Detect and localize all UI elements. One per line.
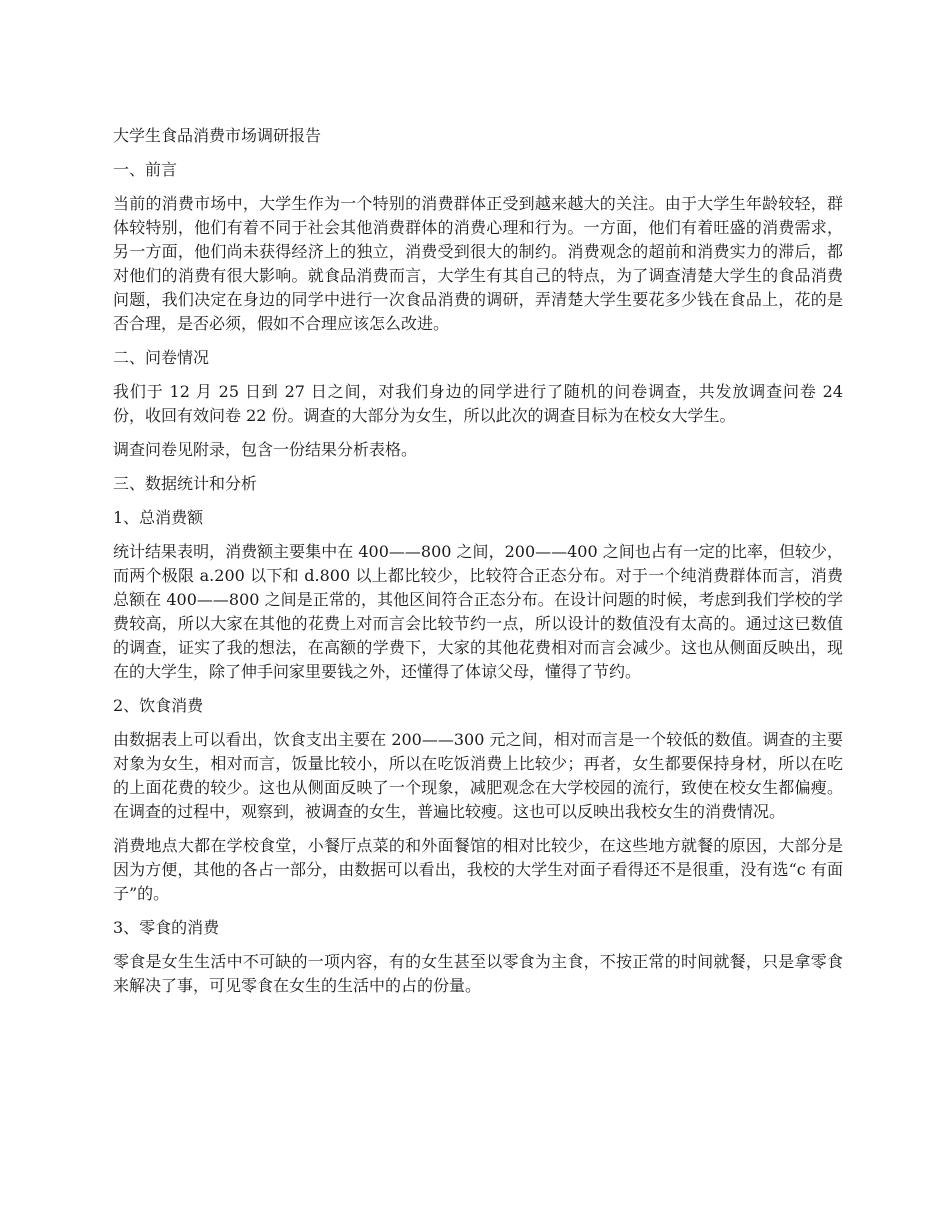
document-page <box>113 124 843 1008</box>
document-title: 大学生食品消费市场调研报告 <box>113 126 322 145</box>
paragraph-foreword: 当前的消费市场中，大学生作为一个特别的消费群体正受到越来越大的关注。由于大学生年龄较轻，群体较特别，他们有着不同于社会其他消费群体的消费心理和行为。一方面，他们有着旺盛的消费需求，另一方面，他们尚未获得经济上的独立，消费受到很大的制约。消费观念的超前和消费实力的滞后，都对他们的消费有很大影响。就食品消费而言，大学生有其自己的特点，为了调查清楚大学生的食品消费问题，我们决定在身边的同学中进行一次食品消费的调研，弄清楚大学生要花多少钱在食品上，花的是否合理，是否必须，假如不合理应该怎么改进。 <box>113 194 843 333</box>
paragraph-questionnaire: 我们于 12 月 25 日到 27 日之间，对我们身边的同学进行了随机的问卷调查，共发放调查问卷 24 份，收回有效问卷 22 份。调查的大部分为女生，所以此次的调查目标为在校女大学生。 <box>113 382 843 425</box>
section-heading-statistics: 三、数据统计和分析 <box>113 474 258 493</box>
section-heading-foreword: 一、前言 <box>113 160 178 179</box>
subheading-total-spending: 1、总消费额 <box>113 508 204 527</box>
subheading-food-spending: 2、饮食消费 <box>113 696 204 715</box>
paragraph-food-spending: 由数据表上可以看出，饮食支出主要在 200——300 元之间，相对而言是一个较低的数值。调查的主要对象为女生，相对而言，饭量比较小，所以在吃饭消费上比较少；再者，女生都要保持身材，所以在吃的上面花费的较少。这也从侧面反映了一个现象，减肥观念在大学校园的流行，致使在校女生都偏瘦。在调查的过程中，观察到，被调查的女生，普遍比较瘦。这也可以反映出我校女生的消费情况。 <box>113 730 843 821</box>
subheading-snack-spending: 3、零食的消费 <box>113 918 220 937</box>
section-heading-questionnaire: 二、问卷情况 <box>113 348 210 367</box>
paragraph-total-spending: 统计结果表明，消费额主要集中在 400——800 之间，200——400 之间也占有一定的比率，但较少，而两个极限 a.200 以下和 d.800 以上都比较少，比较符合正态分布。对于一个纯消费群体而言，消费总额在 400——800 之间是正常的，其他区间符合正态分布。在设计问题的时候，考虑到我们学校的学费较高，所以大家在其他的花费上对而言会比较节约一点，所以设计的数值没有太高的。通过这已数值的调查，证实了我的想法，在高额的学费下，大家的其他花费相对而言会减少。这也从侧面反映出，现在的大学生，除了伸手问家里要钱之外，还懂得了体谅父母，懂得了节约。 <box>113 542 843 681</box>
paragraph-dining-location: 消费地点大都在学校食堂，小餐厅点菜的和外面餐馆的相对比较少，在这些地方就餐的原因，大部分是因为方便，其他的各占一部分，由数据可以看出，我校的大学生对面子看得还不是很重，没有选“c 有面子”的。 <box>113 836 843 903</box>
paragraph-snack-spending: 零食是女生生活中不可缺的一项内容，有的女生甚至以零食为主食，不按正常的时间就餐，只是拿零食来解决了事，可见零食在女生的生活中的占的份量。 <box>113 952 843 995</box>
paragraph-appendix-note: 调查问卷见附录，包含一份结果分析表格。 <box>113 440 418 459</box>
